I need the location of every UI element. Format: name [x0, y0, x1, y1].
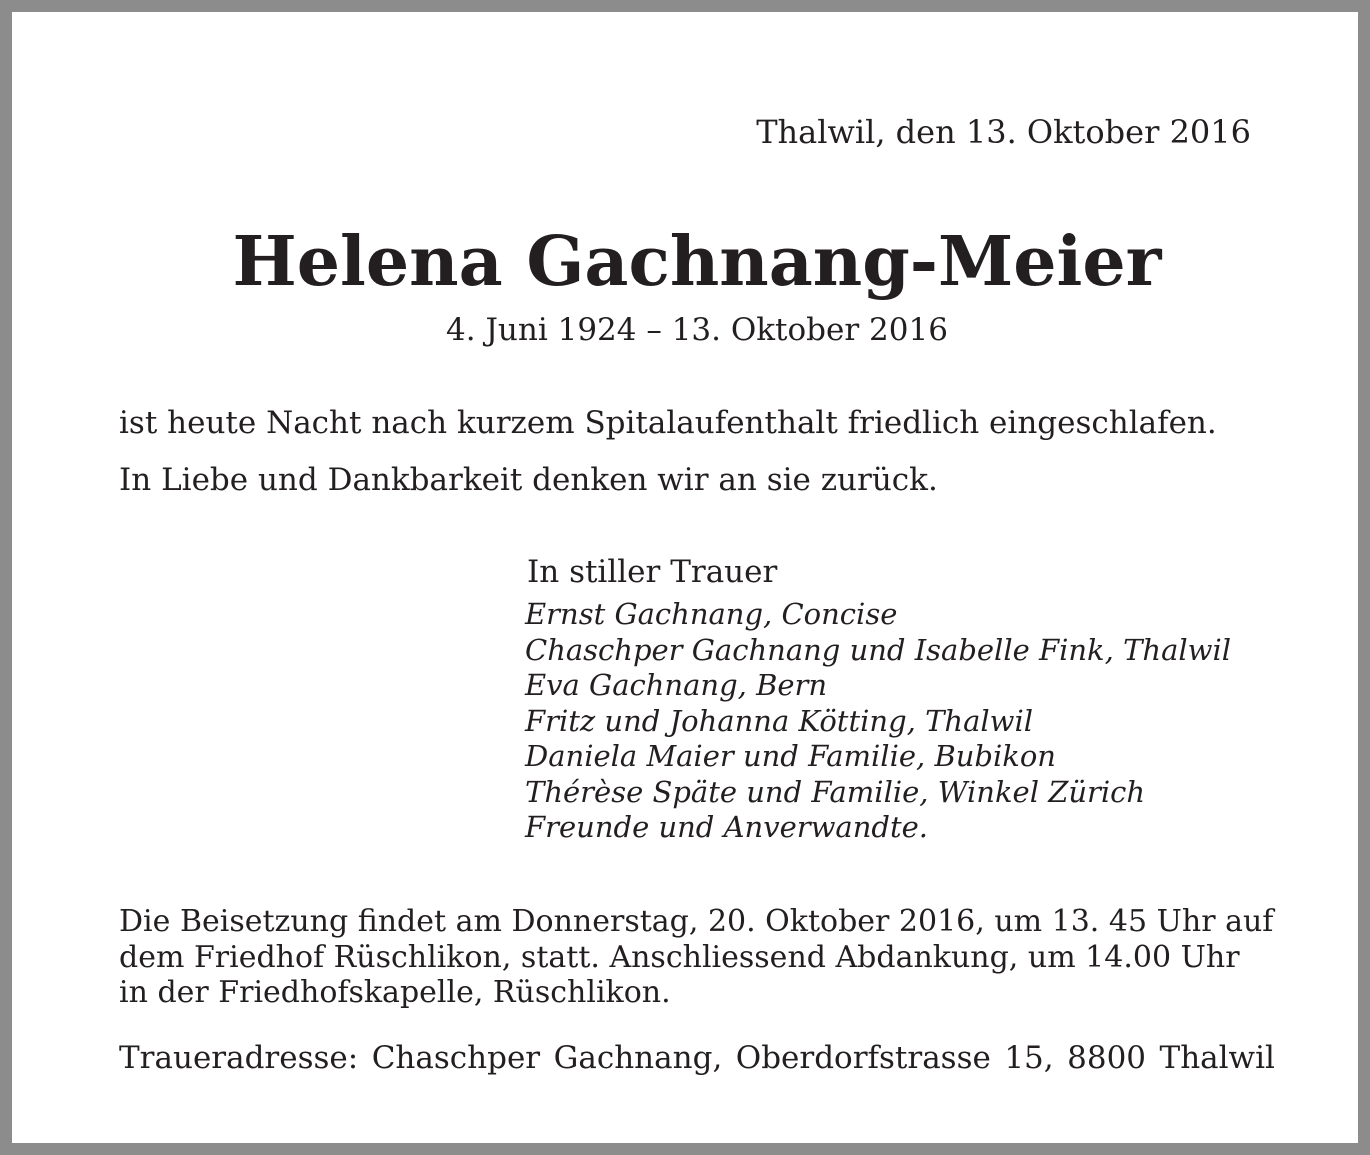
mourning-heading: In stiller Trauer [527, 554, 778, 590]
lifespan-dates: 4. Juni 1924 – 13. Oktober 2016 [446, 312, 948, 348]
mourner-entry: Chaschper Gachnang und Isabelle Fink, Thalwil [525, 632, 1232, 667]
deceased-name: Helena Gachnang-Meier [232, 222, 1162, 302]
mourner-entry: Eva Gachnang, Bern [525, 668, 828, 702]
address-word: 15, [1004, 1040, 1054, 1076]
place-date: Thalwil, den 13. Oktober 2016 [756, 113, 1251, 151]
mourner-entry: Fritz und Johanna Kötting, Thalwil [525, 703, 1034, 738]
mourning-address [119, 1037, 1275, 1079]
mourners-list [525, 597, 1231, 846]
address-word: Gachnang, [553, 1040, 723, 1076]
address-word: Oberdorfstrasse [735, 1040, 991, 1076]
mourner-entry: Daniela Maier und Familie, Bubikon [525, 739, 1056, 773]
intro-line: ist heute Nacht nach kurzem Spitalaufenthalt friedlich eingeschlafen. [119, 405, 1217, 441]
burial-line: dem Friedhof Rüschlikon, statt. Anschliessend Abdankung, um 14.00 Uhr [119, 939, 1240, 975]
burial-line: in der Friedhofskapelle, Rüschlikon. [119, 975, 671, 1010]
address-word: 8800 [1067, 1040, 1147, 1076]
address-word: Thalwil [1159, 1040, 1275, 1076]
address-word: Traueradresse: [119, 1040, 359, 1076]
intro-text [119, 402, 1217, 501]
intro-line: In Liebe und Dankbarkeit denken wir an sie zurück. [119, 462, 938, 498]
address-word: Chaschper [371, 1040, 541, 1076]
burial-line: Die Beisetzung findet am Donnerstag, 20. Oktober 2016, um 13. 45 Uhr auf [119, 904, 1274, 939]
burial-information [119, 904, 1275, 1011]
mourner-entry: Freunde und Anverwandte. [525, 810, 928, 844]
mourner-entry: Ernst Gachnang, Concise [525, 597, 898, 631]
mourner-entry: Thérèse Späte und Familie, Winkel Zürich [525, 774, 1146, 809]
